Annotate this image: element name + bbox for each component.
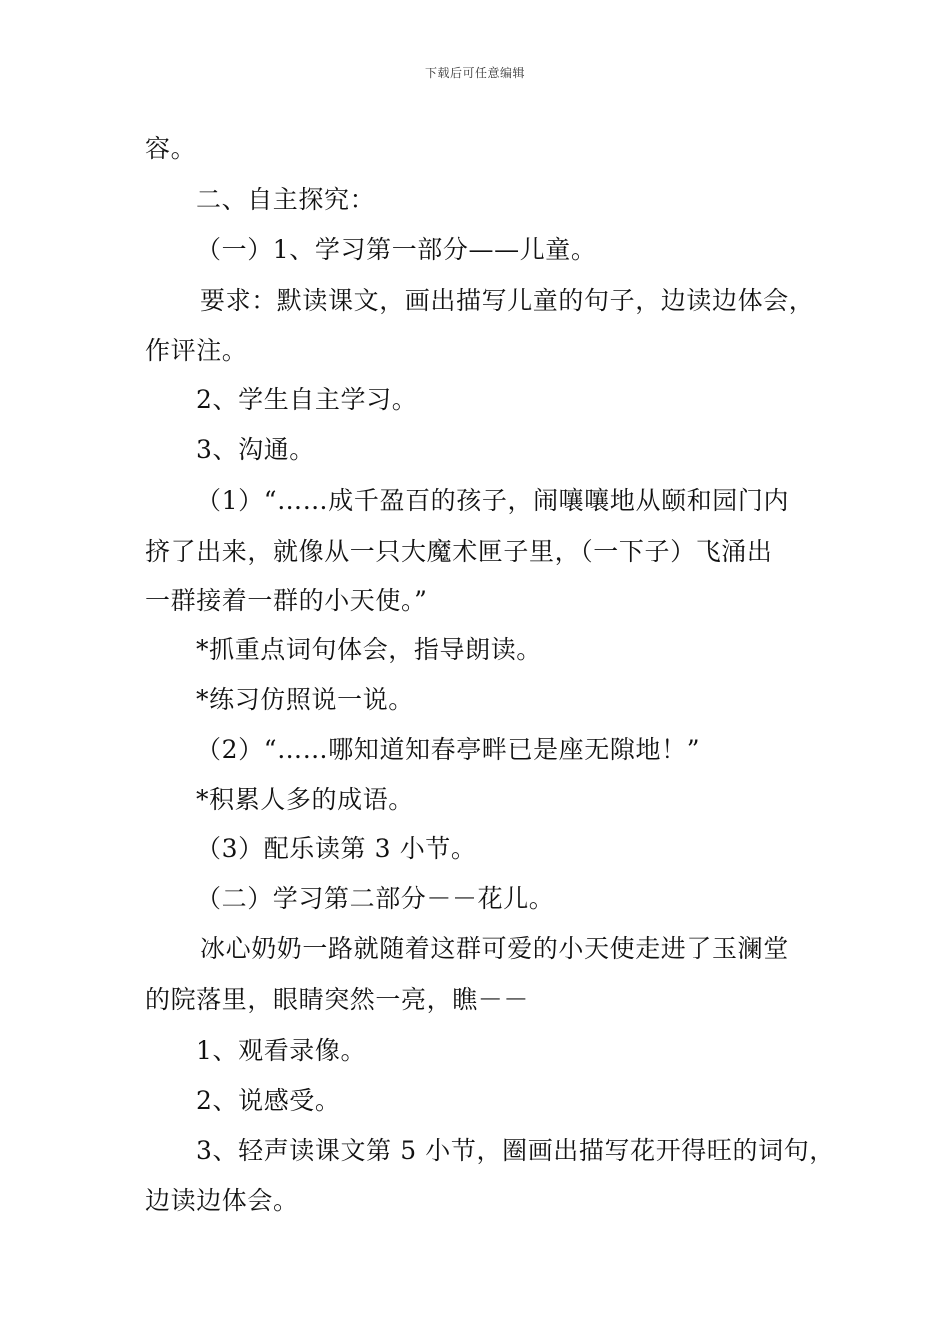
- bullet-item: *积累人多的成语。: [196, 785, 414, 814]
- text-line: 要求：默读课文，画出描写儿童的句子，边读边体会，: [200, 286, 815, 315]
- list-item: 2、说感受。: [196, 1086, 341, 1115]
- subsection-heading: （一）1、学习第一部分——儿童。: [196, 235, 597, 264]
- quote-line: （1）“……成千盈百的孩子，闹嚷嚷地从颐和园门内: [196, 486, 790, 515]
- text-line: 边读边体会。: [145, 1186, 299, 1215]
- text-line: 的院落里，眼睛突然一亮，瞧－－: [145, 985, 530, 1014]
- page-header: 下载后可任意编辑: [424, 66, 525, 80]
- text-line: 作评注。: [145, 336, 248, 365]
- quote-line: 挤了出来，就像从一只大魔术匣子里，（一下子）飞涌出: [145, 537, 773, 566]
- list-item: 1、观看录像。: [196, 1036, 367, 1065]
- bullet-item: *练习仿照说一说。: [196, 685, 414, 714]
- text-line: 冰心奶奶一路就随着这群可爱的小天使走进了玉澜堂: [200, 934, 789, 963]
- section-heading: 二、自主探究：: [196, 185, 376, 214]
- list-item: 2、学生自主学习。: [196, 385, 418, 414]
- list-item: （3）配乐读第 3 小节。: [196, 834, 477, 863]
- bullet-item: *抓重点词句体会，指导朗读。: [196, 635, 542, 664]
- subsection-heading: （二）学习第二部分－－花儿。: [196, 884, 555, 913]
- quote-line: （2）“……哪知道知春亭畔已是座无隙地！”: [196, 735, 701, 764]
- list-item: 3、沟通。: [196, 435, 315, 464]
- list-item: 3、轻声读课文第 5 小节，圈画出描写花开得旺的词句，: [196, 1136, 835, 1165]
- text-line: 容。: [145, 134, 197, 163]
- quote-line: 一群接着一群的小天使。”: [145, 586, 428, 615]
